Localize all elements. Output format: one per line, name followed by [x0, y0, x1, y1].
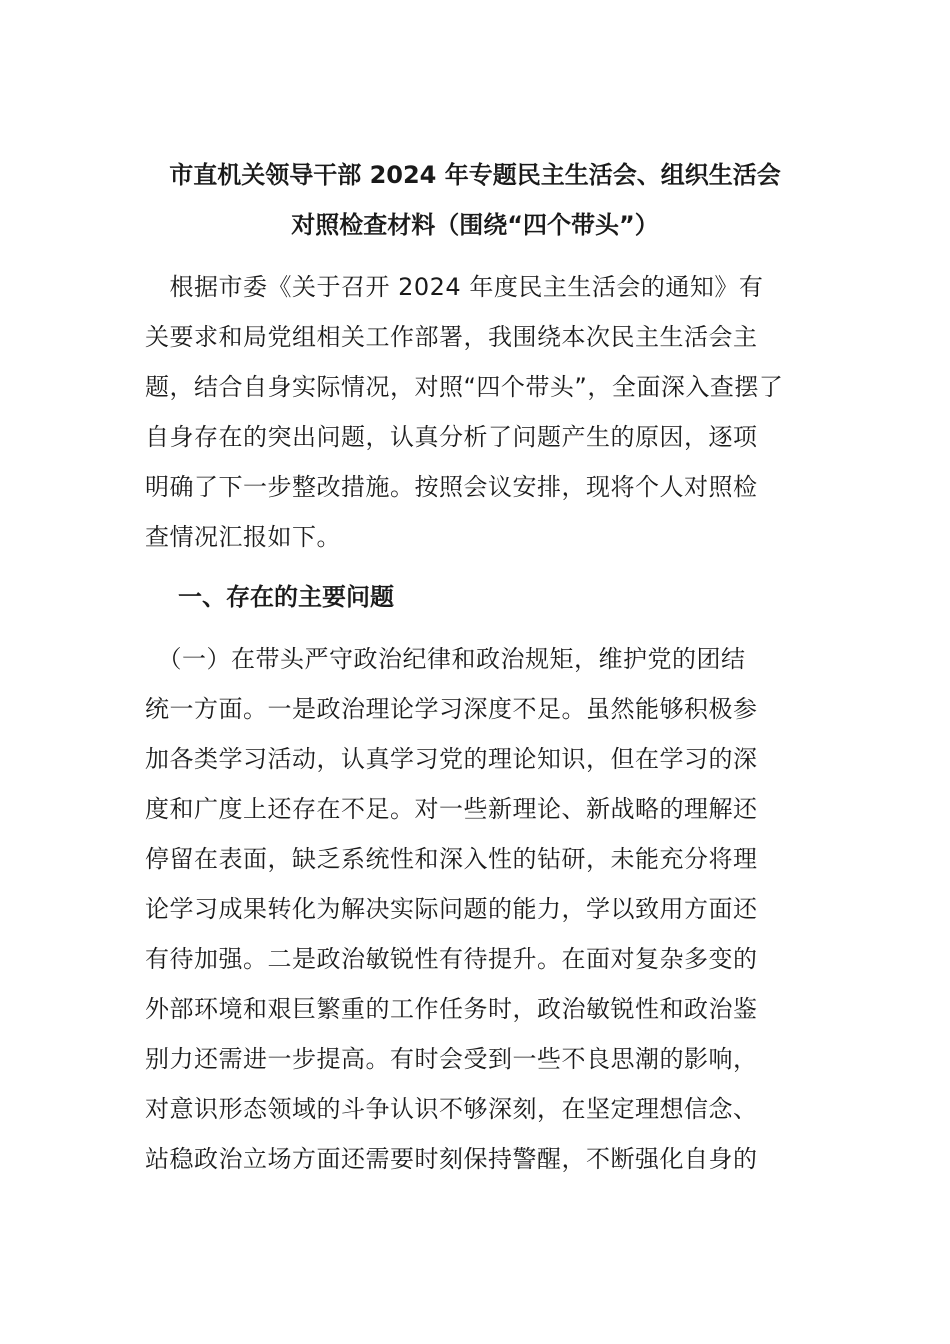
document-title-line-2: 对照检查材料（围绕“四个带头”） [291, 211, 659, 239]
intro-line: 题，结合自身实际情况，对照“四个带头”，全面深入查摆了 [145, 373, 784, 401]
document-title-line-1: 市直机关领导干部 2024 年专题民主生活会、组织生活会 [169, 161, 781, 189]
body-line: 停留在表面，缺乏系统性和深入性的钻研，未能充分将理 [145, 845, 758, 873]
intro-line: 明确了下一步整改措施。按照会议安排，现将个人对照检 [145, 473, 758, 501]
body-line: 加各类学习活动，认真学习党的理论知识，但在学习的深 [145, 745, 758, 773]
intro-line: 查情况汇报如下。 [145, 523, 341, 551]
section-heading: 一、存在的主要问题 [178, 583, 394, 611]
intro-paragraph [145, 262, 810, 562]
body-line: 对意识形态领域的斗争认识不够深刻，在坚定理想信念、 [145, 1095, 758, 1123]
body-line: 有待加强。二是政治敏锐性有待提升。在面对复杂多变的 [145, 945, 758, 973]
body-line: 度和广度上还存在不足。对一些新理论、新战略的理解还 [145, 795, 758, 823]
body-line: 站稳政治立场方面还需要时刻保持警醒，不断强化自身的 [145, 1145, 758, 1173]
intro-line: 关要求和局党组相关工作部署，我围绕本次民主生活会主 [145, 323, 758, 351]
body-paragraph [145, 634, 810, 1184]
body-line: 别力还需进一步提高。有时会受到一些不良思潮的影响， [145, 1045, 758, 1073]
body-line: 统一方面。一是政治理论学习深度不足。虽然能够积极参 [145, 695, 758, 723]
body-line: 外部环境和艰巨繁重的工作任务时，政治敏锐性和政治鉴 [145, 995, 758, 1023]
intro-line: 自身存在的突出问题，认真分析了问题产生的原因，逐项 [145, 423, 758, 451]
body-line: 论学习成果转化为解决实际问题的能力，学以致用方面还 [145, 895, 758, 923]
intro-line: 根据市委《关于召开 2024 年度民主生活会的通知》有 [145, 273, 764, 301]
body-line: （一）在带头严守政治纪律和政治规矩，维护党的团结 [145, 645, 746, 673]
